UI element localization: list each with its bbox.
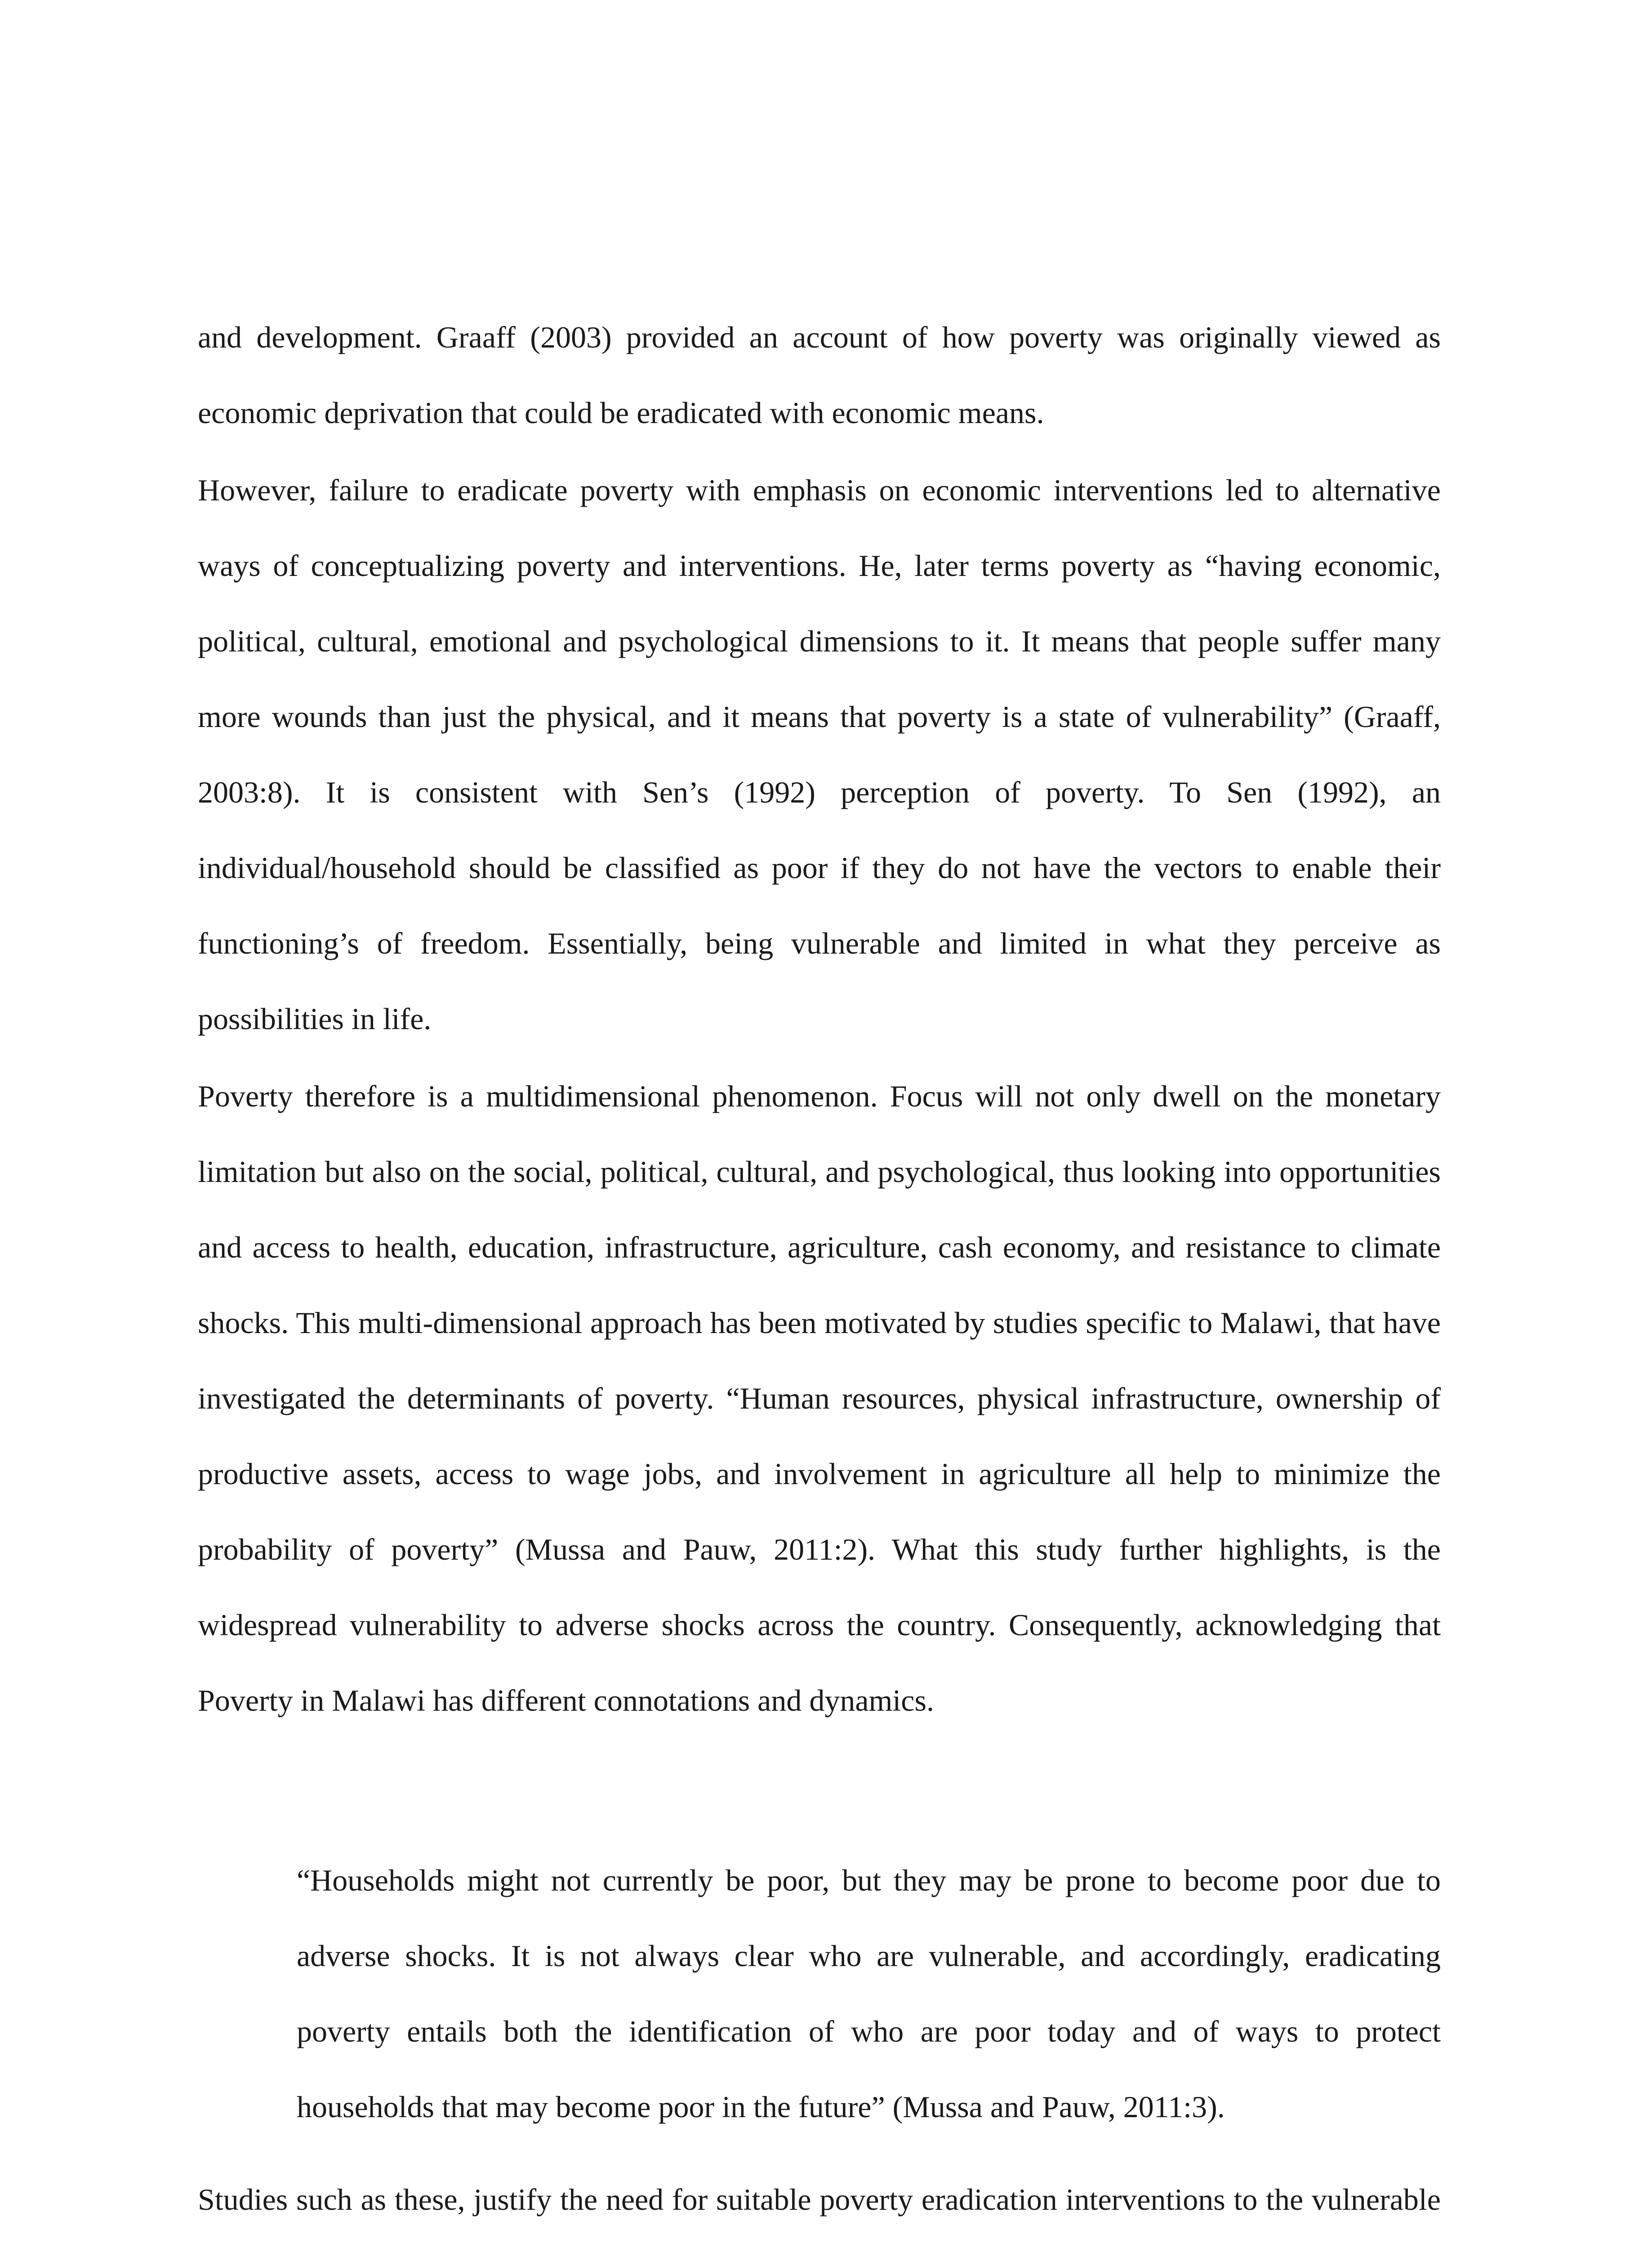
paragraph-intro: and development. Graaff (2003) provided an account of how poverty was originally viewed as economic deprivation that could be eradicated with economic means.	[198, 320, 1441, 430]
paragraph-multidimensional-poverty: Poverty therefore is a multidimensional phenomenon. Focus will not only dwell on the monetary limitation but also on the social, political, cultural, and psychological, thus looking into opportunities and access to health, education, infrastructure, agriculture, cash economy, and resistance to climate shocks. This multi-dimensional approach has been motivated by studies specific to Malawi, that have investigated the determinants of poverty. “Human resources, physical infrastructure, ownership of productive assets, access to wage jobs, and involvement in agriculture all help to minimize the probability of poverty” (Mussa and Pauw, 2011:2). What this study further highlights, is the widespread vulnerability to adverse shocks across the country. Consequently, acknowledging that Poverty in Malawi has different connotations and dynamics.	[198, 1079, 1441, 1717]
block-quote: “Households might not currently be poor, but they may be prone to become poor due to adverse shocks. It is not always clear who are vulnerable, and accordingly, eradicating poverty entails both the identification of who are poor today and of ways to protect households that may become poor in the future” (Mussa and Pauw, 2011:3).	[297, 1863, 1441, 2124]
paragraph-closing: Studies such as these, justify the need for suitable poverty eradication interventions to the vulnerable	[198, 2182, 1441, 2217]
paragraph-graaff-sen: However, failure to eradicate poverty with emphasis on economic interventions led to alternative ways of conceptualizing poverty and interventions. He, later terms poverty as “having economic, political, cultural, emotional and psychological dimensions to it. It means that people suffer many more wounds than just the physical, and it means that poverty is a state of vulnerability” (Graaff, 2003:8). It is consistent with Sen’s (1992) perception of poverty. To Sen (1992), an individual/household should be classified as poor if they do not have the vectors to enable their functioning’s of freedom. Essentially, being vulnerable and limited in what they perceive as possibilities in life.	[198, 473, 1441, 1036]
